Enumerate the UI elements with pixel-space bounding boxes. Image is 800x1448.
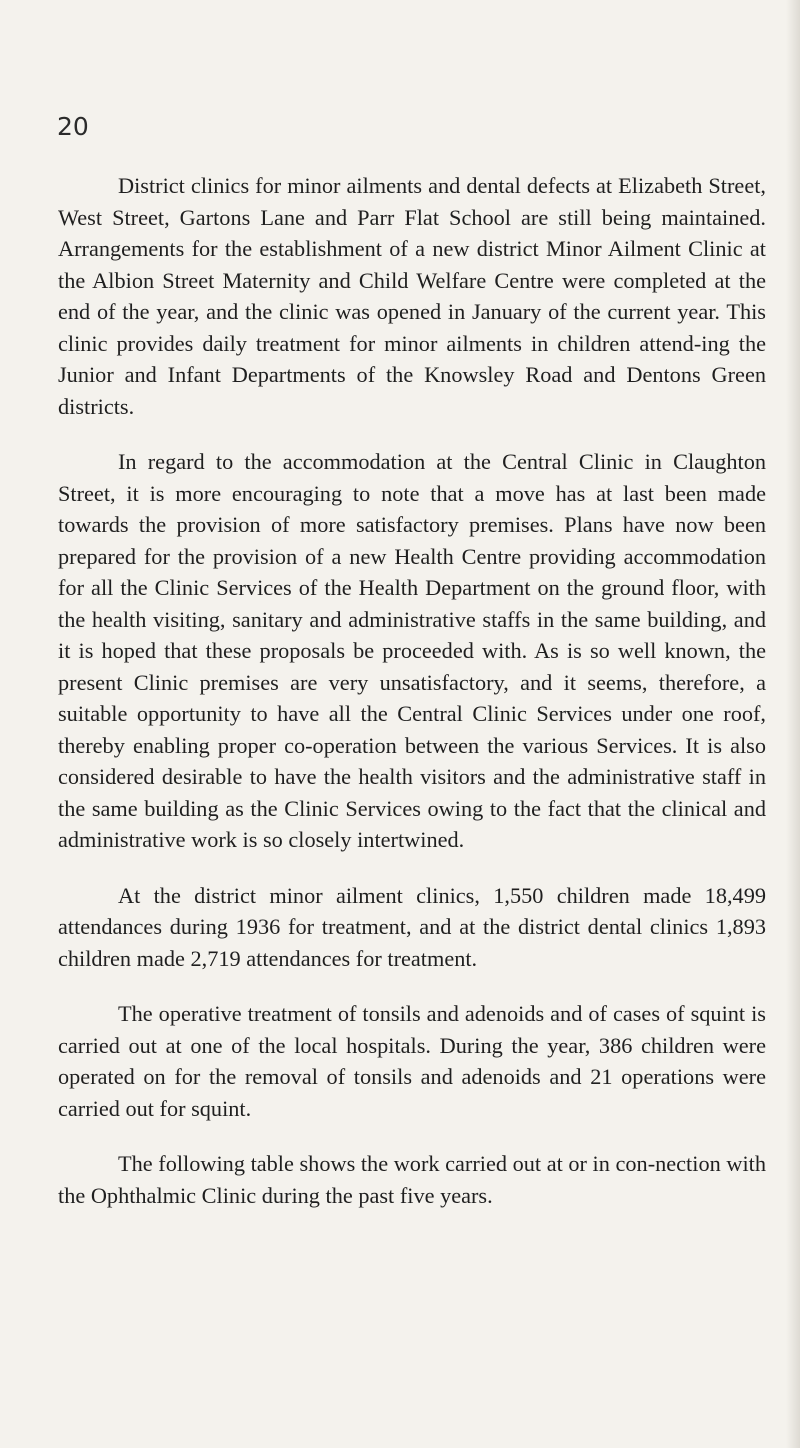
paragraph-central-clinic-accommodation: In regard to the accommodation at the Central Clinic in Claughton Street, it is more encouraging to note that a move has at last been made towards the provision of more satisfactory premises. Plans have now been prepared for the provision of a new Health Centre providing accommodation for all the Clinic Services of the Health Department on the ground floor, with the health visiting, sanitary and administrative staffs in the same building, and it is hoped that these proposals be proceeded with. As is so well known, the present Clinic premises are very unsatisfactory, and it seems, therefore, a suitable opportunity to have all the Central Clinic Services under one roof, thereby enabling proper co-operation between the various Services. It is also considered desirable to have the health visitors and the administrative staff in the same building as the Clinic Services owing to the fact that the clinical and administrative work is so closely intertwined. [58,449,766,852]
page-number: 20 [57,112,89,141]
page-edge-shadow [786,0,800,1448]
paragraph-district-clinics: District clinics for minor ailments and dental defects at Elizabeth Street, West Street, Gartons Lane and Parr Flat School are still being maintained. Arrangements for the establishment of a new district Minor Ailment Clinic at the Albion Street Maternity and Child Welfare Centre were completed at the end of the year, and the clinic was opened in January of the current year. This clinic provides daily treatment for minor ailments in children attend-ing the Junior and Infant Departments of the Knowsley Road and Dentons Green districts. [58,173,766,419]
paragraph-operative-treatment: The operative treatment of tonsils and adenoids and of cases of squint is carried out at one of the local hospitals. During the year, 386 children were operated on for the removal of tonsils and adenoids and 21 operations were carried out for squint. [58,1001,766,1121]
paragraph-ophthalmic-table-intro: The following table shows the work carried out at or in con-nection with the Ophthalmic Clinic during the past five years. [58,1151,766,1208]
body-text [58,170,766,1235]
paragraph-attendance-figures: At the district minor ailment clinics, 1,550 children made 18,499 attendances during 1936 for treatment, and at the district dental clinics 1,893 children made 2,719 attendances for treatment. [58,882,766,971]
